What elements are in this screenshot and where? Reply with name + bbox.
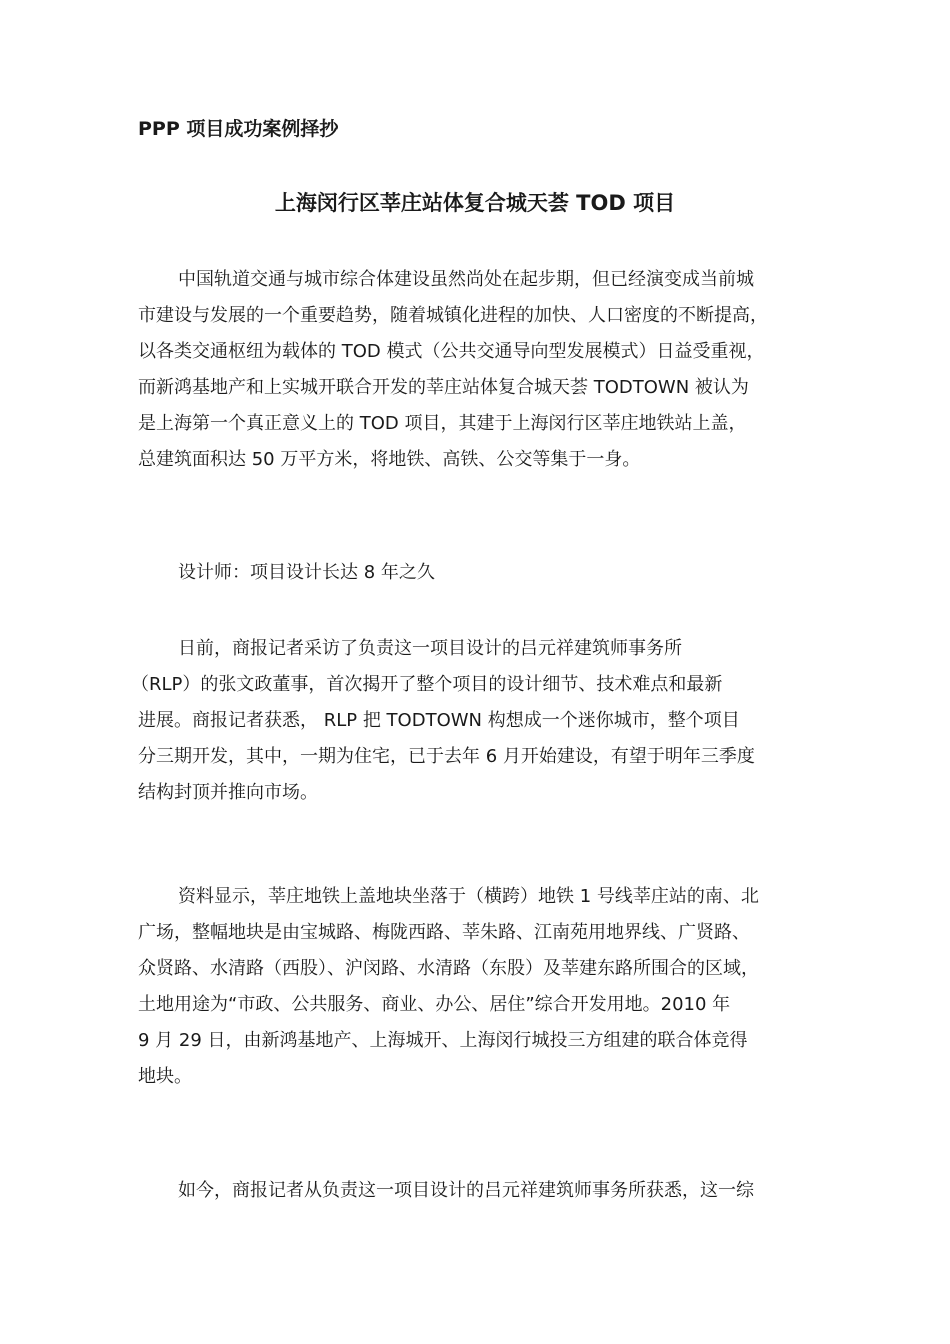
paragraph-line: 进展。商报记者获悉， RLP 把 TODTOWN 构想成一个迷你城市，整个项目 (138, 710, 740, 731)
paragraph-line: 众贤路、水清路（西股）、沪闵路、水清路（东股）及莘建东路所围合的区域， (138, 958, 759, 979)
paragraph-interview (131, 631, 838, 811)
paragraph-line: 而新鸿基地产和上实城开联合开发的莘庄站体复合城天荟 TODTOWN 被认为 (138, 377, 749, 398)
paragraph-line: 9 月 29 日，由新鸿基地产、上海城开、上海闵行城投三方组建的联合体竞得 (138, 1030, 748, 1051)
paragraph-line: 市建设与发展的一个重要趋势，随着城镇化进程的加快、人口密度的不断提高， (138, 305, 768, 326)
paragraph-line: 结构封顶并推向市场。 (138, 782, 318, 803)
paragraph-line: （RLP）的张文政董事，首次揭开了整个项目的设计细节、技术难点和最新 (131, 674, 723, 695)
paragraph-line: 资料显示，莘庄地铁上盖地块坐落于（横跨）地铁 1 号线莘庄站的南、北 (178, 886, 759, 907)
paragraph-line: 以各类交通枢纽为载体的 TOD 模式（公共交通导向型发展模式）日益受重视， (138, 341, 765, 362)
paragraph-line: 设计师：项目设计长达 8 年之久 (178, 562, 435, 583)
paragraph-line: 日前，商报记者采访了负责这一项目设计的吕元祥建筑师事务所 (178, 638, 682, 659)
paragraph-line: 广场，整幅地块是由宝城路、梅陇西路、莘朱路、江南苑用地界线、广贤路、 (138, 922, 750, 943)
paragraph-line: 地块。 (138, 1066, 192, 1087)
paragraph-line: 中国轨道交通与城市综合体建设虽然尚处在起步期，但已经演变成当前城 (178, 269, 754, 290)
paragraph-line: 总建筑面积达 50 万平方米，将地铁、高铁、公交等集于一身。 (138, 449, 641, 470)
paragraph-line: 土地用途为“市政、公共服务、商业、办公、居住”综合开发用地。2010 年 (138, 994, 731, 1015)
paragraph-current (138, 1173, 838, 1209)
paragraph-line: 是上海第一个真正意义上的 TOD 项目，其建于上海闵行区莘庄地铁站上盖， (138, 413, 747, 434)
paragraph-line: 分三期开发，其中，一期为住宅，已于去年 6 月开始建设，有望于明年三季度 (138, 746, 755, 767)
paragraph-line: 如今，商报记者从负责这一项目设计的吕元祥建筑师事务所获悉，这一综 (178, 1180, 754, 1201)
document-header: PPP 项目成功案例择抄 (138, 118, 339, 140)
paragraph-intro (138, 262, 838, 478)
paragraph-designer-heading (138, 555, 838, 591)
paragraph-site-info (138, 879, 838, 1095)
document-title: 上海闵行区莘庄站体复合城天荟 TOD 项目 (274, 191, 676, 215)
